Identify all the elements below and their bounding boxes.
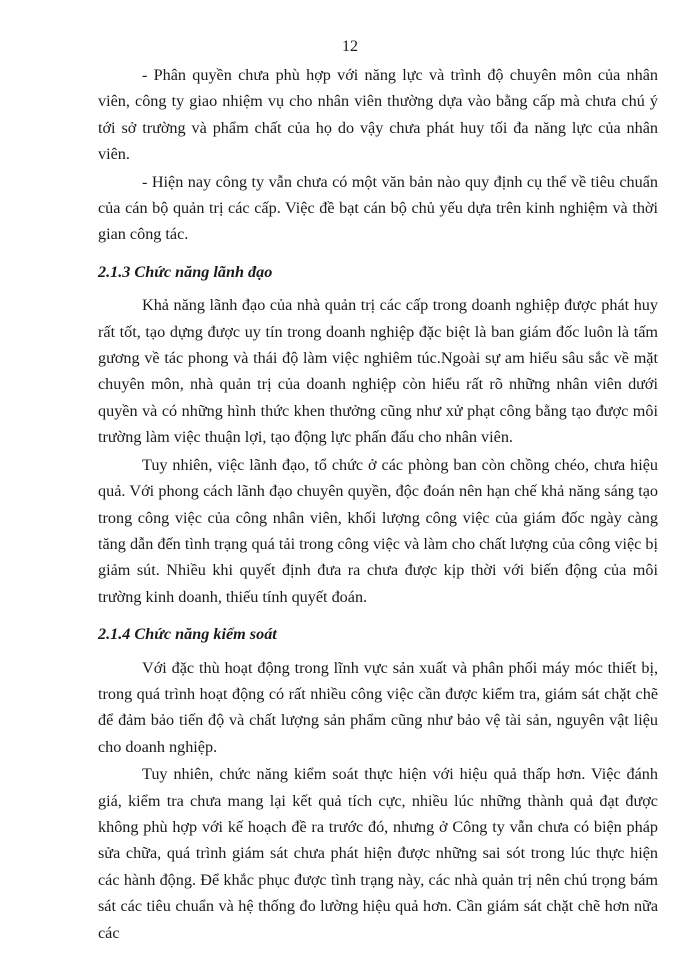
paragraph-leadership-strengths: Khả năng lãnh đạo của nhà quản trị các cấp trong doanh nghiệp được phát huy rất tốt, tạo dựng được uy tín trong doanh nghiệp đặc biệt là ban giám đốc luôn là tấm gương về tác phong và thái độ làm việc nghiêm túc.Ngoài sự am hiểu sâu sắc về mặt chuyên môn, nhà quản trị của doanh nghiệp còn hiểu rất rõ những nhân viên dưới quyền và có những hình thức khen thưởng cũng như xử phạt công bằng tạo được môi trường làm việc thuận lợi, tạo động lực phấn đấu cho nhân viên. (98, 296, 658, 447)
paragraph-standards: - Hiện nay công ty vẫn chưa có một văn bản nào quy định cụ thể về tiêu chuẩn của cán bộ quản trị các cấp. Việc đề bạt cán bộ chủ yếu dựa trên kinh nghiệm và thời gian công tác. (98, 172, 658, 244)
paragraph-leadership-weaknesses: Tuy nhiên, việc lãnh đạo, tổ chức ở các phòng ban còn chồng chéo, chưa hiệu quả. Với phong cách lãnh đạo chuyên quyền, độc đoán nên hạn chế khả năng sáng tạo trong công việc của công nhân viên, khối lượng công việc của giám đốc ngày càng tăng dẫn đến tình trạng quá tải trong công việc và làm cho chất lượng của công việc bị giảm sút. Nhiều khi quyết định đưa ra chưa được kịp thời với biến động của môi trường kinh doanh, thiếu tính quyết đoán. (98, 455, 658, 606)
section-heading-leadership: 2.1.3 Chức năng lãnh đạo (98, 262, 273, 281)
page-number: 12 (342, 38, 358, 55)
paragraph-control-needs: Với đặc thù hoạt động trong lĩnh vực sản xuất và phân phối máy móc thiết bị, trong quá trình hoạt động có rất nhiều công việc cần được kiểm tra, giám sát chặt chẽ để đảm bảo tiến độ và chất lượng sản phẩm cũng như bảo vệ tài sản, nguyên vật liệu cho doanh nghiệp. (98, 658, 658, 756)
document-body (98, 62, 658, 947)
section-heading-control: 2.1.4 Chức năng kiểm soát (98, 625, 277, 644)
paragraph-control-weaknesses: Tuy nhiên, chức năng kiểm soát thực hiện với hiệu quả thấp hơn. Việc đánh giá, kiểm tra chưa mang lại kết quả tích cực, nhiều lúc những thành quả đạt được không phù hợp với kế hoạch đề ra trước đó, nhưng ở Công ty vẫn chưa có biện pháp sửa chữa, quá trình giám sát chưa phát hiện được những sai sót trong lúc thực hiện các hành động. Để khắc phục được tình trạng này, các nhà quản trị nên chú trọng bám sát các tiêu chuẩn và hệ thống đo lường hiệu quả hơn. Cần giám sát chặt chẽ hơn nữa các (98, 765, 658, 942)
paragraph-delegation: - Phân quyền chưa phù hợp với năng lực và trình độ chuyên môn của nhân viên, công ty giao nhiệm vụ cho nhân viên thường dựa vào bằng cấp mà chưa chú ý tới sở trường và phẩm chất của họ do vậy chưa phát huy tối đa năng lực của nhân viên. (98, 66, 658, 164)
